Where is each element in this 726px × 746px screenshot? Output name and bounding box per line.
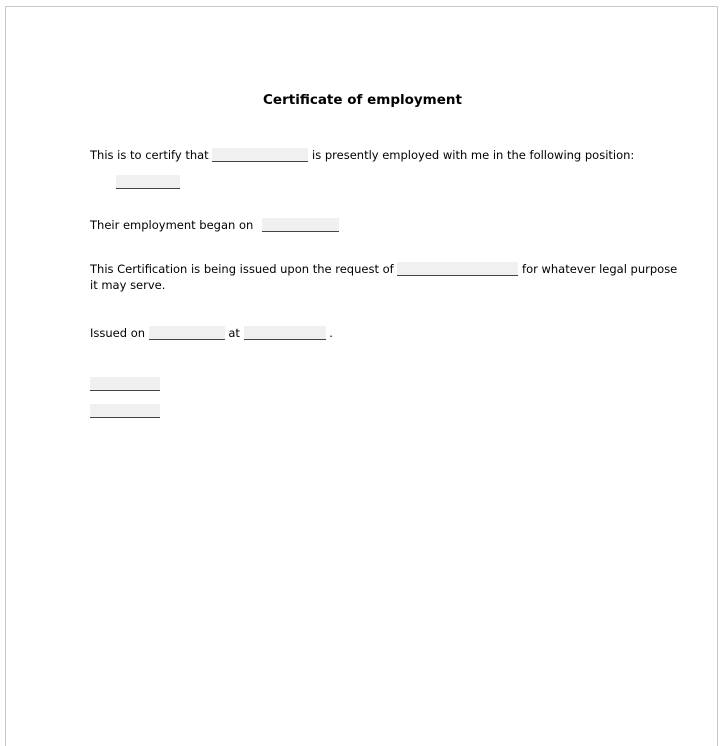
certify-paragraph (90, 147, 634, 163)
request-text-cont: it may serve. (90, 278, 166, 292)
employment-start-text: Their employment began on (90, 218, 254, 232)
request-paragraph-continued (90, 277, 165, 293)
request-paragraph (90, 261, 677, 277)
requester-field[interactable] (397, 262, 518, 276)
certify-text-end: is presently employed with me in the following position: (308, 148, 635, 162)
page-title: Certificate of employment (263, 92, 462, 108)
issued-text-mid: at (224, 326, 244, 340)
issued-date-field[interactable] (149, 326, 225, 340)
document-page (5, 6, 718, 746)
signature-field[interactable] (90, 377, 160, 391)
issued-place-field[interactable] (244, 326, 326, 340)
position-field[interactable] (116, 175, 180, 189)
signatory-name-field[interactable] (90, 404, 160, 418)
start-date-field[interactable] (262, 218, 339, 232)
request-text-end: for whatever legal purpose (518, 262, 678, 276)
employment-start-paragraph (90, 217, 339, 233)
issued-text-start: Issued on (90, 326, 149, 340)
employee-name-field[interactable] (212, 148, 308, 162)
issued-paragraph (90, 325, 333, 341)
certify-text-start: This is to certify that (90, 148, 213, 162)
request-text-start: This Certification is being issued upon the request of (90, 262, 398, 276)
issued-text-end: . (325, 326, 333, 340)
